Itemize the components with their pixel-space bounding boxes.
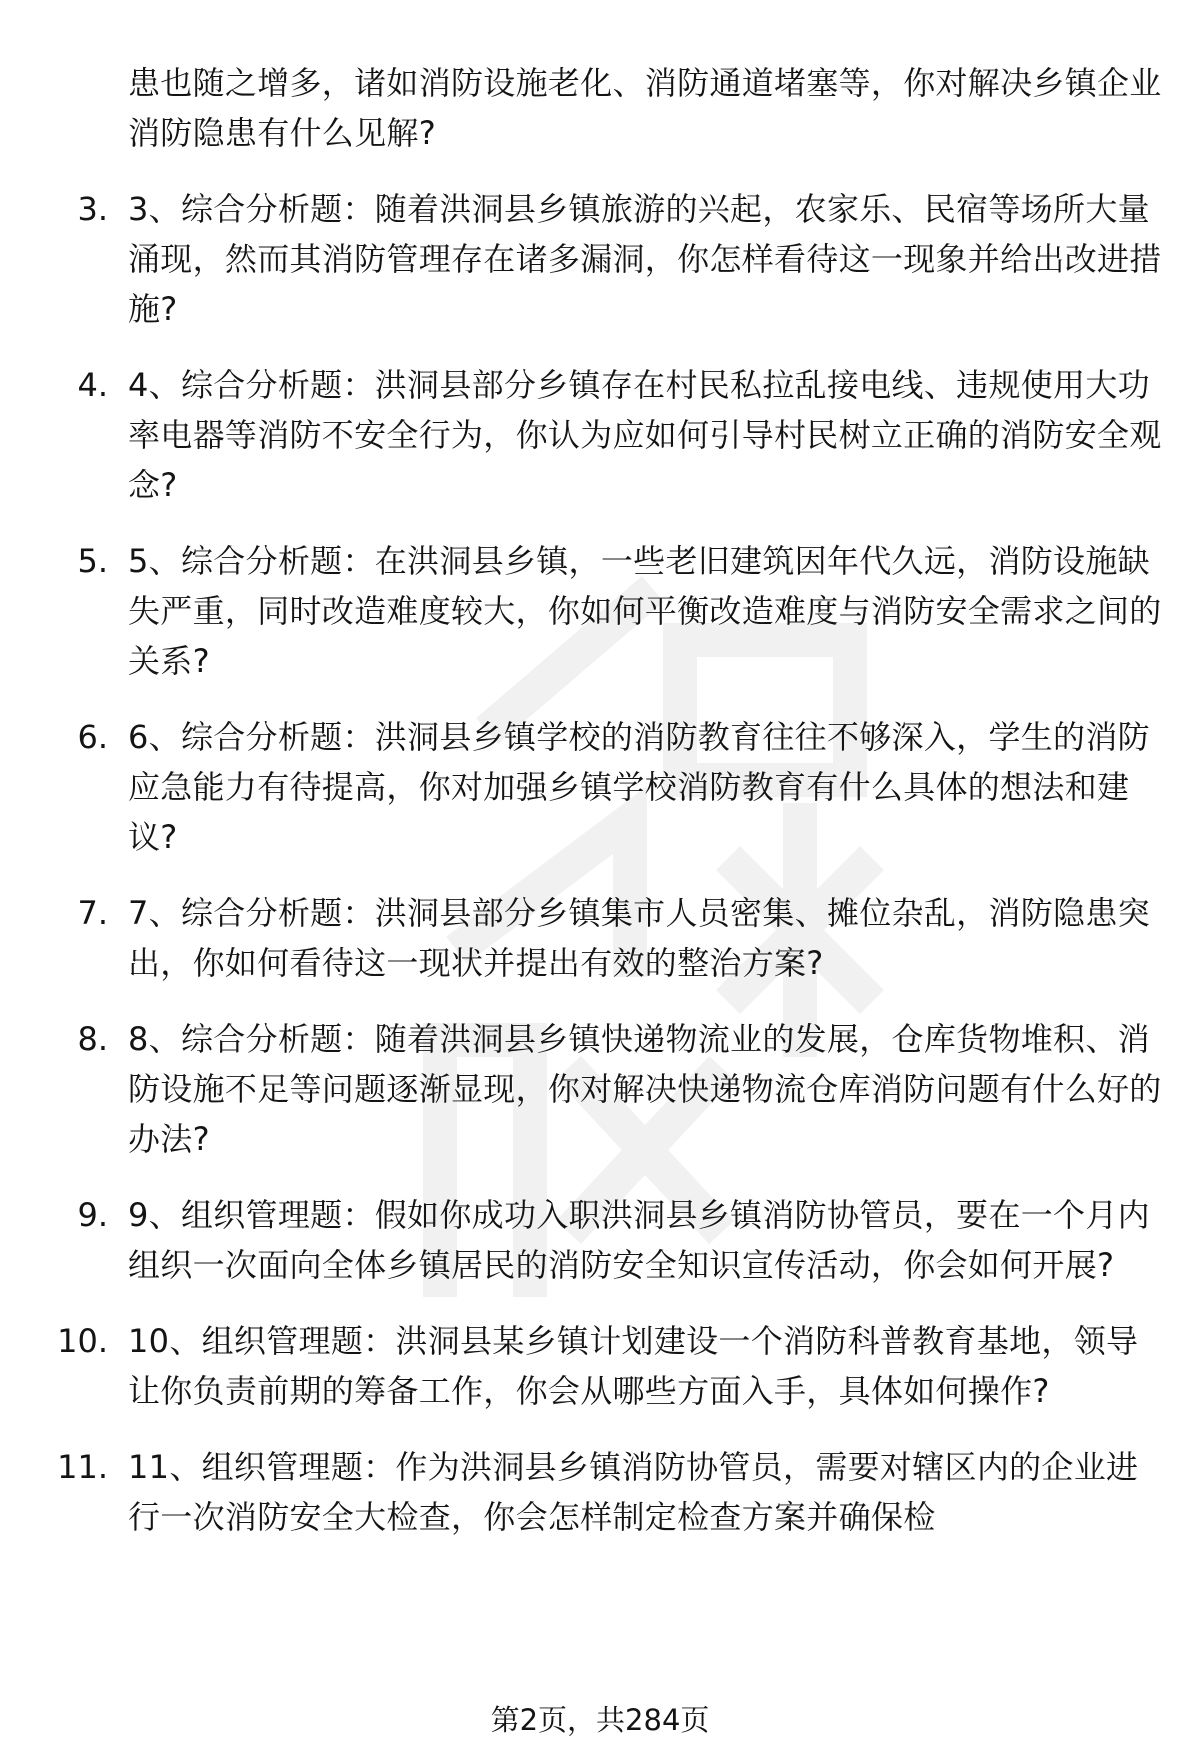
question-item xyxy=(0,712,1200,862)
question-number: 7. xyxy=(77,894,108,932)
question-number: 4. xyxy=(77,366,108,404)
question-text: 6、综合分析题：洪洞县乡镇学校的消防教育往往不够深入，学生的消防应急能力有待提高，你对加强乡镇学校消防教育有什么具体的想法和建议? xyxy=(128,718,1150,856)
question-item xyxy=(0,1442,1200,1542)
question-number: 3. xyxy=(77,190,108,228)
question-item xyxy=(0,1316,1200,1416)
question-text: 8、综合分析题：随着洪洞县乡镇快递物流业的发展，仓库货物堆积、消防设施不足等问题逐渐显现，你对解决快递物流仓库消防问题有什么好的办法? xyxy=(128,1020,1162,1158)
question-text: 4、综合分析题：洪洞县部分乡镇存在村民私拉乱接电线、违规使用大功率电器等消防不安全行为，你认为应如何引导村民树立正确的消防安全观念? xyxy=(128,366,1162,504)
question-item xyxy=(0,1190,1200,1290)
question-text: 3、综合分析题：随着洪洞县乡镇旅游的兴起，农家乐、民宿等场所大量涌现，然而其消防管理存在诸多漏洞，你怎样看待这一现象并给出改进措施? xyxy=(128,190,1162,328)
question-text: 9、组织管理题：假如你成功入职洪洞县乡镇消防协管员，要在一个月内组织一次面向全体乡镇居民的消防安全知识宣传活动，你会如何开展? xyxy=(128,1196,1150,1284)
question-text: 7、综合分析题：洪洞县部分乡镇集市人员密集、摊位杂乱，消防隐患突出，你如何看待这一现状并提出有效的整治方案? xyxy=(128,894,1150,982)
question-number: 6. xyxy=(77,718,108,756)
question-number: 5. xyxy=(77,542,108,580)
continued-question xyxy=(0,58,1200,158)
question-number: 10. xyxy=(57,1322,108,1360)
question-item xyxy=(0,360,1200,510)
question-item xyxy=(0,888,1200,988)
question-item xyxy=(0,184,1200,334)
question-item xyxy=(0,536,1200,686)
question-list xyxy=(0,58,1200,1542)
question-text: 5、综合分析题：在洪洞县乡镇，一些老旧建筑因年代久远，消防设施缺失严重，同时改造难度较大，你如何平衡改造难度与消防安全需求之间的关系? xyxy=(128,542,1162,680)
question-number: 8. xyxy=(77,1020,108,1058)
question-number: 9. xyxy=(77,1196,108,1234)
question-number: 11. xyxy=(57,1448,108,1486)
question-item xyxy=(0,1014,1200,1164)
page-footer: 第2页，共284页 xyxy=(490,1703,710,1737)
question-text: 10、组织管理题：洪洞县某乡镇计划建设一个消防科普教育基地，领导让你负责前期的筹备工作，你会从哪些方面入手，具体如何操作? xyxy=(128,1322,1139,1410)
question-text: 11、组织管理题：作为洪洞县乡镇消防协管员，需要对辖区内的企业进行一次消防安全大检查，你会怎样制定检查方案并确保检 xyxy=(128,1448,1139,1536)
continued-question-text: 患也随之增多，诸如消防设施老化、消防通道堵塞等，你对解决乡镇企业消防隐患有什么见解? xyxy=(128,64,1162,152)
